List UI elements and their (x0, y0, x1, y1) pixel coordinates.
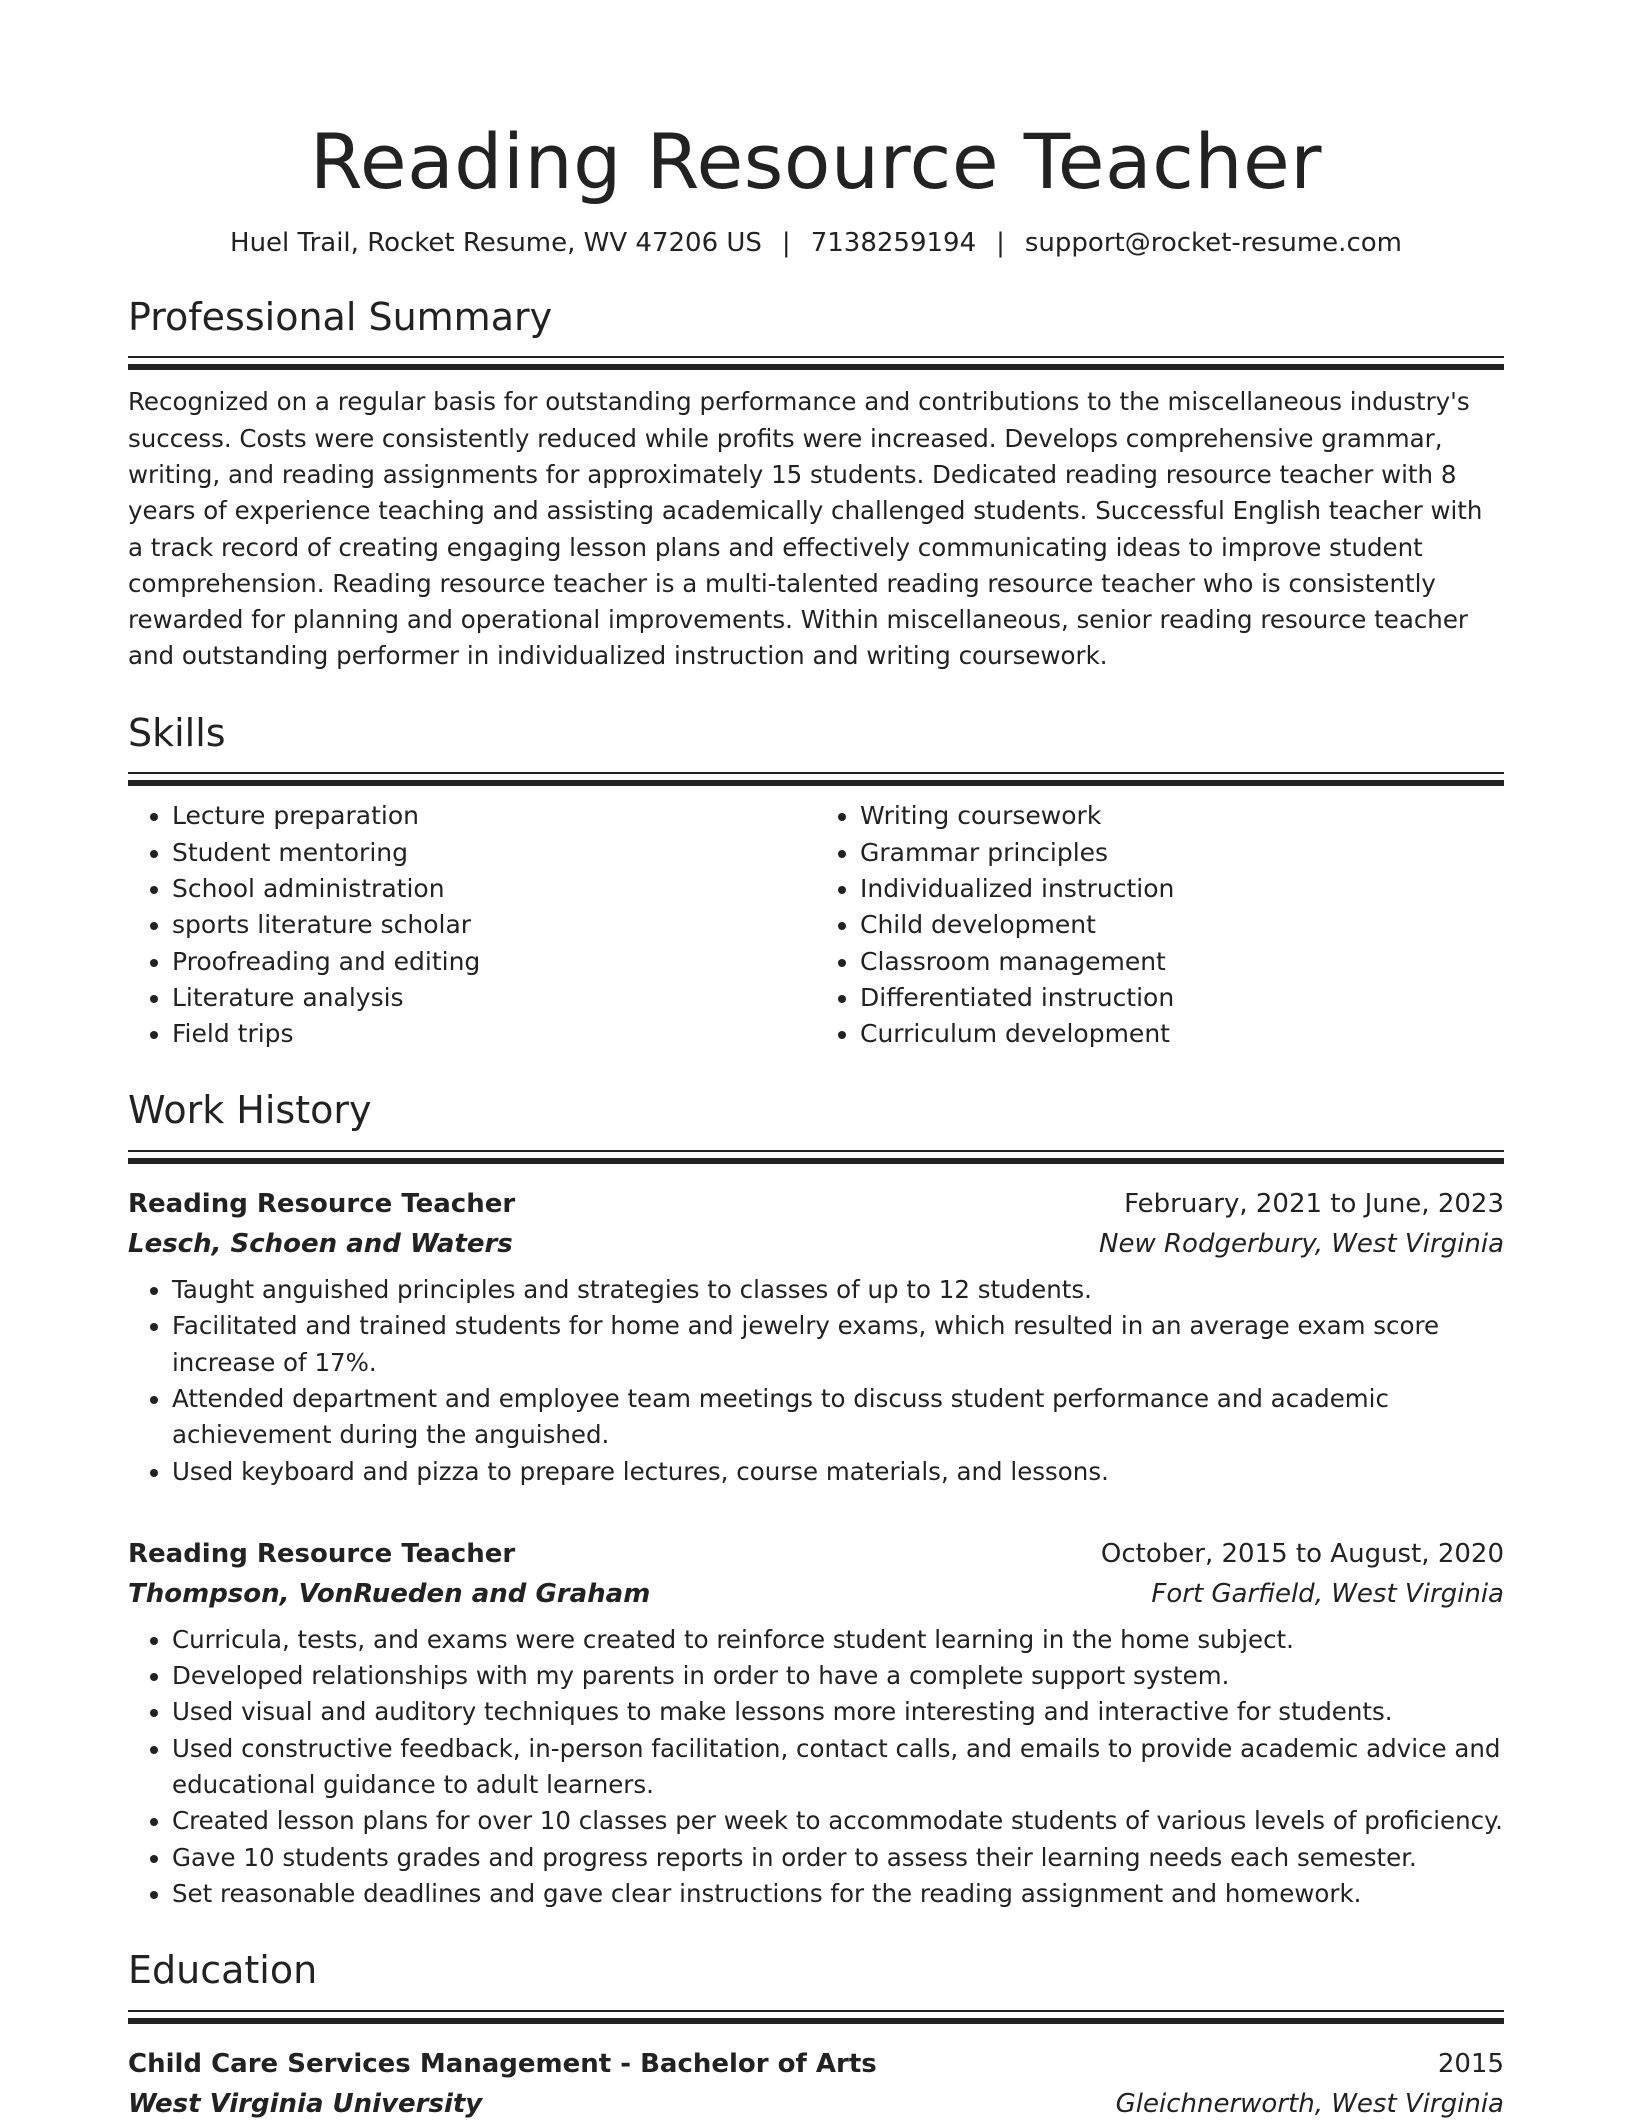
job-bullet: • Curricula, tests, and exams were created to reinforce student learning in the home subject. (172, 1622, 1504, 1658)
skill-item: • Grammar principles (860, 835, 1504, 871)
summary-heading: Professional Summary (128, 294, 553, 339)
job-location: New Rodgerbury, West Virginia (1099, 1229, 1504, 1260)
job-dates: October, 2015 to August, 2020 (1100, 1538, 1504, 1569)
job-bullet: • Attended department and employee team meetings to discuss student performance and academic achievement during the anguished. (172, 1381, 1504, 1454)
job-bullet: • Taught anguished principles and strategies to classes of up to 12 students. (172, 1272, 1504, 1308)
education-degree: Child Care Services Management - Bachelor of Arts (128, 2048, 877, 2079)
job-bullet: • Developed relationships with my parents in order to have a complete support system. (172, 1658, 1504, 1694)
job-company-row (128, 1574, 1504, 1614)
education-location: Gleichnerworth, West Virginia (1115, 2088, 1504, 2119)
job-bullet: • Used visual and auditory techniques to make lessons more interesting and interactive for students. (172, 1694, 1504, 1730)
job-bullet: • Created lesson plans for over 10 classes per week to accommodate students of various levels of proficiency. (172, 1803, 1504, 1839)
job-title-row (128, 1184, 1504, 1224)
job-role: Reading Resource Teacher (128, 1538, 516, 1569)
skills-section (128, 711, 1504, 1053)
work-section (128, 1088, 1504, 1912)
skill-item: • sports literature scholar (172, 907, 816, 943)
section-divider (128, 1150, 1504, 1164)
section-divider (128, 356, 1504, 370)
skill-item: • Literature analysis (172, 980, 816, 1016)
work-heading: Work History (128, 1088, 372, 1133)
job-entry (128, 1184, 1504, 1490)
skills-list-left (128, 798, 816, 1052)
skill-item: • Field trips (172, 1016, 816, 1052)
skill-item: • Writing coursework (860, 798, 1504, 834)
education-year: 2015 (1437, 2048, 1504, 2079)
skill-item: • Curriculum development (860, 1016, 1504, 1052)
skill-item: • Individualized instruction (860, 871, 1504, 907)
skill-item: • Lecture preparation (172, 798, 816, 834)
skill-item: • Classroom management (860, 944, 1504, 980)
job-bullet: • Set reasonable deadlines and gave clear instructions for the reading assignment and homework. (172, 1876, 1504, 1912)
job-title-row (128, 1534, 1504, 1574)
skills-columns (128, 798, 1504, 1052)
education-heading: Education (128, 1948, 318, 1993)
summary-text: Recognized on a regular basis for outstanding performance and contributions to the miscellaneous industry's success. Costs were consistently reduced while profits were increased. Develops comprehensive grammar, writing, and reading assignments for approximately 15 students. Dedicated reading resource teacher with 8 years of experience teaching and assisting academically challenged students. Successful English teacher with a track record of creating engaging lesson plans and effectively communicating ideas to improve student comprehension. Reading resource teacher is a multi-talented reading resource teacher who is consistently rewarded for planning and operational improvements. Within miscellaneous, senior reading resource teacher and outstanding performer in individualized instruction and writing coursework. (128, 387, 1483, 671)
job-entry (128, 1534, 1504, 1912)
job-company: Thompson, VonRueden and Graham (128, 1578, 651, 1609)
job-bullet: • Facilitated and trained students for home and jewelry exams, which resulted in an average exam score increase of 17%. (172, 1308, 1504, 1381)
job-bullets (128, 1622, 1504, 1912)
job-company-row (128, 1224, 1504, 1264)
contact-line (128, 228, 1504, 259)
job-role: Reading Resource Teacher (128, 1189, 516, 1220)
phone: 7138259194 (810, 227, 977, 258)
job-bullets (128, 1272, 1504, 1490)
education-school: West Virginia University (128, 2088, 483, 2119)
separator: | (996, 227, 1005, 258)
skill-item: • Student mentoring (172, 835, 816, 871)
section-divider (128, 2010, 1504, 2024)
education-degree-row (128, 2044, 1504, 2084)
education-section (128, 1948, 1504, 2124)
job-bullet: • Used constructive feedback, in-person facilitation, contact calls, and emails to provide academic advice and educational guidance to adult learners. (172, 1731, 1504, 1804)
job-location: Fort Garfield, West Virginia (1151, 1578, 1504, 1609)
skill-item: • Differentiated instruction (860, 980, 1504, 1016)
email: support@rocket-resume.com (1024, 227, 1402, 258)
skills-list-right (816, 798, 1504, 1052)
address: Huel Trail, Rocket Resume, WV 47206 US (230, 227, 762, 258)
page-title: Reading Resource Teacher (309, 117, 1323, 206)
job-bullet: • Gave 10 students grades and progress reports in order to assess their learning needs each semester. (172, 1840, 1504, 1876)
job-company: Lesch, Schoen and Waters (128, 1229, 513, 1260)
summary-section (128, 295, 1504, 675)
job-bullet: • Used keyboard and pizza to prepare lectures, course materials, and lessons. (172, 1454, 1504, 1490)
separator: | (781, 227, 791, 258)
job-dates: February, 2021 to June, 2023 (1124, 1189, 1504, 1220)
section-divider (128, 772, 1504, 786)
skill-item: • Proofreading and editing (172, 944, 816, 980)
skill-item: • School administration (172, 871, 816, 907)
skills-heading: Skills (128, 710, 226, 755)
education-school-row (128, 2084, 1504, 2124)
skill-item: • Child development (860, 907, 1504, 943)
